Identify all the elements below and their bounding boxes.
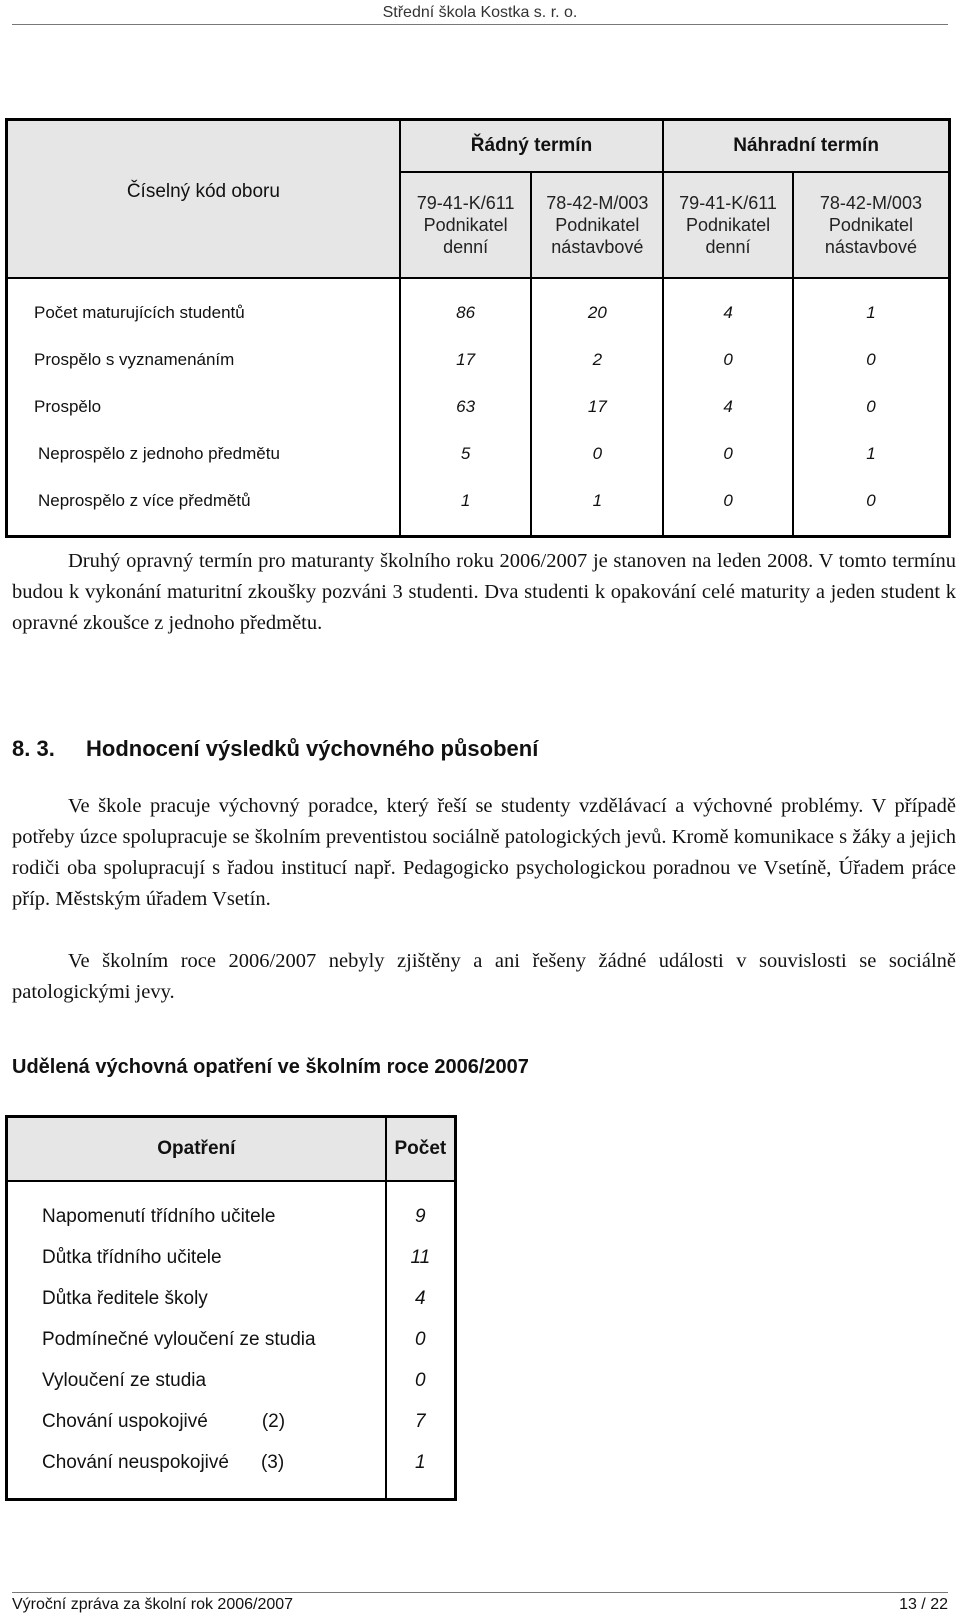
paragraph-no-events: Ve školním roce 2006/2007 nebyly zjištěny a ani řešeny žádné události v souvislosti se sociálně patologickými jevy. — [12, 950, 956, 1003]
table-row: Prospělo s vyznamenáním 17 2 0 0 — [7, 337, 950, 384]
table-row: Neprospělo z jednoho předmětu 5 0 0 1 — [7, 431, 950, 478]
footer-divider — [12, 1592, 948, 1593]
group-header-regular: Řádný termín — [400, 120, 663, 172]
table-row: Důtka třídního učitele 11 — [7, 1238, 456, 1279]
measures-table — [5, 1115, 457, 1501]
table-row: Chování neuspokojivé (3) 1 — [7, 1443, 456, 1484]
column-header: 79-41-K/611 Podnikatel denní — [400, 172, 532, 278]
page-header-title: Střední škola Kostka s. r. o. — [382, 4, 578, 21]
table-row: Napomenutí třídního učitele 9 — [7, 1197, 456, 1238]
page-number: 13 / 22 — [899, 1596, 948, 1613]
table-row: Podmínečné vyloučení ze studia 0 — [7, 1320, 456, 1361]
column-header-count: Počet — [386, 1117, 456, 1181]
measures-heading: Udělená výchovná opatření ve školním roce 2006/2007 — [12, 1056, 529, 1078]
table-row: Důtka ředitele školy 4 — [7, 1279, 456, 1320]
section-heading — [12, 736, 538, 762]
column-header-measure: Opatření — [7, 1117, 386, 1181]
section-number: 8. 3. — [12, 736, 55, 761]
table-row: Prospělo 63 17 4 0 — [7, 384, 950, 431]
corner-header: Číselný kód oboru — [7, 120, 400, 278]
section-title: Hodnocení výsledků výchovného působení — [86, 736, 539, 761]
table-row: Počet maturujících studentů 86 20 4 1 — [7, 290, 950, 337]
paragraph-counselor: Ve škole pracuje výchovný poradce, který řeší se studenty vzdělávací a výchovné problémy. V případě potřeby úzce spolupracuje se školním preventistou sociálně patologických jevů. Kromě komunikace s žáky a jejich rodiči oba spolupracují s řadou institucí např. Pedagogicko psychologickou poradnou ve Vsetíně, Úřadem práce příp. Městským úřadem Vsetín. — [12, 795, 956, 910]
table-row: Neprospělo z více předmětů 1 1 0 0 — [7, 478, 950, 525]
table-row: Chování uspokojivé (2) 7 — [7, 1402, 456, 1443]
table-row: Vyloučení ze studia 0 — [7, 1361, 456, 1402]
header-divider — [12, 24, 948, 25]
paragraph-retake-info: Druhý opravný termín pro maturanty školního roku 2006/2007 je stanoven na leden 2008. V tomto termínu budou k vykonání maturitní zkoušky pozváni 3 studenti. Dva studenti k opakování celé maturity a jeden student k opravné zkoušce z jednoho předmětu. — [12, 550, 956, 634]
column-header: 78-42-M/003 Podnikatel nástavbové — [531, 172, 663, 278]
exam-results-table — [5, 118, 951, 538]
column-header: 78-42-M/003 Podnikatel nástavbové — [793, 172, 950, 278]
footer-document-title: Výroční zpráva za školní rok 2006/2007 — [12, 1596, 294, 1613]
group-header-substitute: Náhradní termín — [663, 120, 949, 172]
column-header: 79-41-K/611 Podnikatel denní — [663, 172, 793, 278]
